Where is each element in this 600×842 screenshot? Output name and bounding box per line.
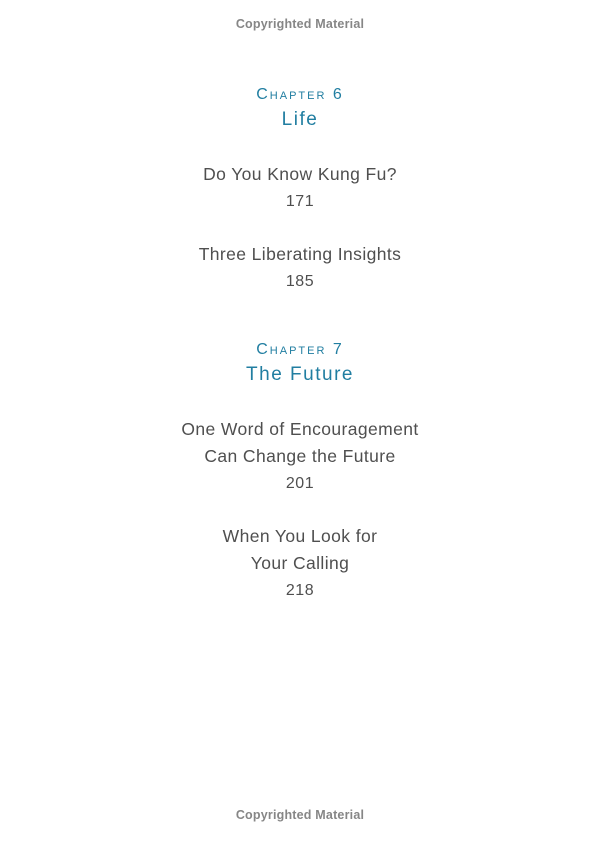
- entry-page-number: 171: [285, 193, 315, 210]
- entry-page-number: 201: [285, 475, 315, 492]
- entry-title-line: Do You Know Kung Fu?: [203, 164, 397, 184]
- entry-title-line: One Word of Encouragement: [181, 419, 419, 439]
- toc-entry: [0, 241, 600, 291]
- entry-title-line: When You Look for: [222, 526, 378, 546]
- copyright-notice-bottom: Copyrighted Material: [235, 808, 365, 822]
- chapter-label: Chapter 6: [256, 86, 344, 103]
- toc-entry: [0, 161, 600, 211]
- chapter-title: The Future: [246, 364, 354, 385]
- entry-title-line: Your Calling: [250, 553, 350, 573]
- entry-page-number: 218: [285, 582, 315, 599]
- chapter-section-7: [0, 341, 600, 600]
- toc-entry: [0, 416, 600, 493]
- entry-title-line: Can Change the Future: [204, 446, 396, 466]
- entry-title-line: Three Liberating Insights: [198, 244, 402, 264]
- chapter-section-6: [0, 86, 600, 291]
- copyright-notice-top: Copyrighted Material: [235, 17, 365, 31]
- entry-page-number: 185: [285, 273, 315, 290]
- chapter-title: Life: [281, 109, 319, 130]
- chapter-label: Chapter 7: [256, 341, 344, 358]
- toc-entry: [0, 523, 600, 600]
